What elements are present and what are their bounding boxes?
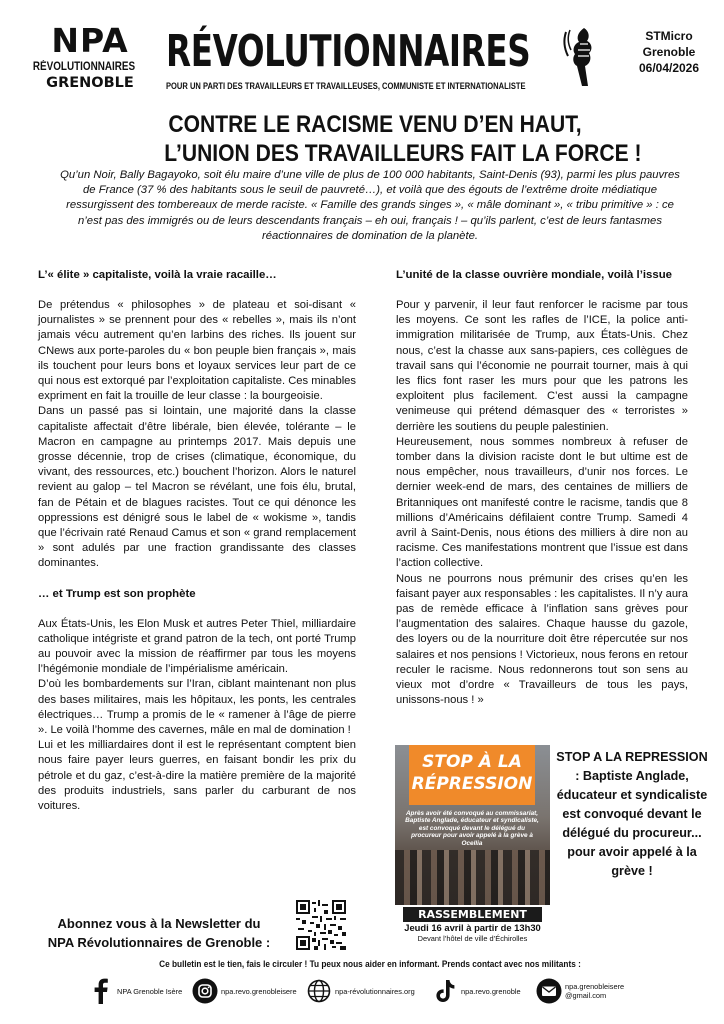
issue-meta: [626, 28, 712, 76]
headline-line2: L’UNION DES TRAVAILLEURS FAIT LA FORCE !: [164, 140, 642, 167]
paragraph: De prétendus « philosophes » de plateau et soi-disant « journalistes » se prennent pour des « rebelles », mais ils n’ont jamais vécu autrement qu’en larbins des riches. Ils jouent sur CNews aux porte-paroles du « bon peuple bien français », mais ils touchent pour leurs bons et loyaux services leur part de ce qui nous est extorqué par l’exploitation capitaliste. Ces minables expriment en fait la trouille de leur classe : la bourgeoisie.: [38, 299, 356, 403]
logo-revolutionnaires-text: RÉVOLUTIONNAIRES: [32, 61, 136, 73]
page-title: [164, 110, 642, 168]
masthead-title: RÉVOLUTIONNAIRES: [166, 26, 531, 77]
paragraph: Heureusement, nous sommes nombreux à refuser de tomber dans la division raciste dont le but ultime est de nous empêcher, nous travailleurs, d’unir nos forces. Le dernier week-end de mars, des centaines de milliers de Britanniques ont manifesté contre le racisme, tandis que 8 millions d’Américains défilaient contre Trump. Samedi 4 avril à Saint-Denis, nous étions des milliers à dire non au racisme. Ces manifestations montrent que l’issue est dans l’action collective.: [396, 435, 688, 570]
poster-rassemblement: [395, 905, 550, 953]
logo-city-text: GRENOBLE: [46, 75, 134, 91]
paragraph: D’où les bombardements sur l’Iran, ciblant maintenant non plus des bases militaires, mais les hôpitaux, les ponts, les centrales électriques… Trump a promis de le « ramener à l’âge de pierre ». Le voilà l’homme des cavernes, mâle en mal de domination !: [38, 678, 356, 737]
facebook-label: NPA Grenoble Isère: [117, 986, 183, 996]
instagram-icon: [192, 978, 218, 1004]
left-column: [38, 268, 356, 814]
right-column: [396, 268, 688, 708]
newsletter-callout: [34, 914, 284, 952]
instagram-label: npa.revo.grenobleisere: [221, 986, 297, 996]
meta-city: Grenoble: [642, 45, 696, 59]
footer-text: Ce bulletin est le tien, fais le circuler ! Tu peux nous aider en informant. Prends contact avec nos militants :: [159, 959, 581, 969]
paragraph: Dans un passé pas si lointain, une majorité dans la classe capitaliste affectait d’être libérale, bien élevée, tolérante – le Macron en campagne au printemps 2017. Mais depuis une grosse décennie, trop de crises (climatique, économique, du vivant, des ressources, etc.) bouchent l’horizon. Alors le naturel revient au galop – tel Macron se révélant, une fois élu, brutal, fan de Pétain et de blagues racistes. Tout ce qui dénonce les oppressions est dénigré sous le label de « wokisme », tandis que l’écrivain raté Renaud Camus et son « grand remplacement » sont adulés par une fraction grandissante des classes dominantes.: [38, 405, 356, 570]
section-heading-trump: … et Trump est son prophète: [38, 587, 196, 600]
poster-title-line1: STOP À LA: [422, 752, 522, 772]
repression-poster: [395, 745, 550, 953]
email-label: [565, 982, 624, 1000]
facebook-icon: [88, 978, 114, 1004]
website-label: npa-révolutionnaires.org: [335, 986, 415, 996]
poster-date: Jeudi 16 avril à partir de 13h30: [404, 922, 541, 933]
tiktok-label: npa.revo.grenoble: [461, 986, 521, 996]
paragraph: Aux États-Unis, les Elon Musk et autres Peter Thiel, milliardaire catholique intégriste et grand patron de la tech, ont porté Trump au pouvoir avec la mission de réaffirmer par tous les moyens l’hégémonie mondiale de l’impérialisme américain.: [38, 617, 356, 676]
poster-crowd: [395, 850, 550, 905]
headline-line1: CONTRE LE RACISME VENU D’EN HAUT,: [168, 111, 582, 138]
fist-icon: [558, 26, 604, 88]
logo-npa-text: NPA: [51, 21, 129, 60]
newsletter-line2: NPA Révolutionnaires de Grenoble :: [47, 935, 271, 950]
poster-place: Devant l’hôtel de ville d’Échirolles: [417, 934, 528, 943]
poster-description: Après avoir été convoqué au commissariat, Baptiste Anglade, éducateur et syndicaliste, est convoqué devant le délégué du procureur pour avoir appelé à la grève à Ocellia: [405, 810, 539, 847]
email-domain: @gmail.com: [565, 991, 607, 1000]
social-links: [80, 974, 700, 1008]
facebook-link[interactable]: [88, 974, 182, 1008]
instagram-link[interactable]: [192, 974, 297, 1008]
npa-logo: [34, 22, 146, 92]
paragraph: Pour y parvenir, il leur faut renforcer le racisme par tous les moyens. Ce sont les rafles de l’ICE, la police anti-immigration militarisée de Trump, aux États-Unis. Chez nous, c’est la chasse aux sans-papiers, ces collègues de travail sans qui l’économie ne pourrait tourner, mais à qui les flics font raser les murs pour que les patrons les exploitent plus facilement. C’est aussi la campagne venimeuse qui prétend démasquer des « terroristes » derrière les soutiens du peuple palestinien.: [396, 299, 688, 433]
website-link[interactable]: [306, 974, 415, 1008]
email-icon: [536, 978, 562, 1004]
poster-title-line2: RÉPRESSION: [411, 774, 533, 794]
poster-banner: [409, 745, 535, 805]
tiktok-icon: [432, 978, 458, 1004]
section-heading-unite: L’unité de la classe ouvrière mondiale, voilà l’issue: [396, 269, 673, 281]
qr-code-icon[interactable]: [296, 900, 346, 950]
globe-icon: [306, 978, 332, 1004]
meta-date: 06/04/2026: [638, 61, 700, 75]
masthead-subtitle: POUR UN PARTI DES TRAVAILLEURS ET TRAVAILLEUSES, COMMUNISTE ET INTERNATIONALISTE: [166, 81, 526, 91]
repression-text: STOP A LA REPRESSION : Baptiste Anglade, éducateur et syndicaliste est convoqué devant le délégué du procureur... pour avoir appelé à la grève !: [556, 750, 708, 878]
newsletter-line1: Abonnez vous à la Newsletter du: [57, 916, 261, 931]
meta-company: STMicro: [645, 29, 693, 43]
email-link[interactable]: [536, 974, 624, 1008]
paragraph: Nous ne pourrons nous prémunir des crises qu’en les faisant payer aux responsables : les capitalistes. Il n’y aura pas de remède efficace à l’inflation sans grèves pour l’augmentation des salaires. Chaque hausse du gazole, des loyers ou de la nourriture doit être répercutée sur nos salaires et nos pensions ! Victorieux, nous ferons en retour reculer le racisme. Nous redonnerons tout son sens au vieux mot d’ordre « Travailleurs de tous les pays, unissons-nous ! »: [396, 572, 688, 707]
email-user: npa.grenobleisere: [565, 982, 625, 991]
intro-paragraph: Qu’un Noir, Bally Bagayoko, soit élu maire d’une ville de plus de 100 000 habitants, Saint-Denis (93), parmi les plus pauvres de France (37 % des habitants sous le seuil de pauvreté…), et voilà que des égouts de l’extrême droite médiatique ressurgissent des tombereaux de merde raciste. « Famille des grands singes », « mâle dominant », « tribu primitive » : ce n’est pas des immigrés ou de leurs descendants français – eh oui, français ! – qu’ils parlent, c’est de leurs fantasmes réactionnaires de domination de la planète.: [60, 169, 680, 242]
paragraph: Lui et les milliardaires dont il est le représentant comptent bien nous faire payer leurs guerres, en faisant bondir les prix du pétrole et du gaz, c’est-à-dire la matière première de la majorité des produits industriels, sans parler du carburant de nos voitures.: [38, 739, 356, 813]
poster-rassemblement-label: RASSEMBLEMENT: [403, 907, 542, 922]
tiktok-link[interactable]: [432, 974, 521, 1008]
masthead: [166, 26, 544, 92]
section-heading-elite: L’« élite » capitaliste, voilà la vraie racaille…: [38, 269, 277, 281]
